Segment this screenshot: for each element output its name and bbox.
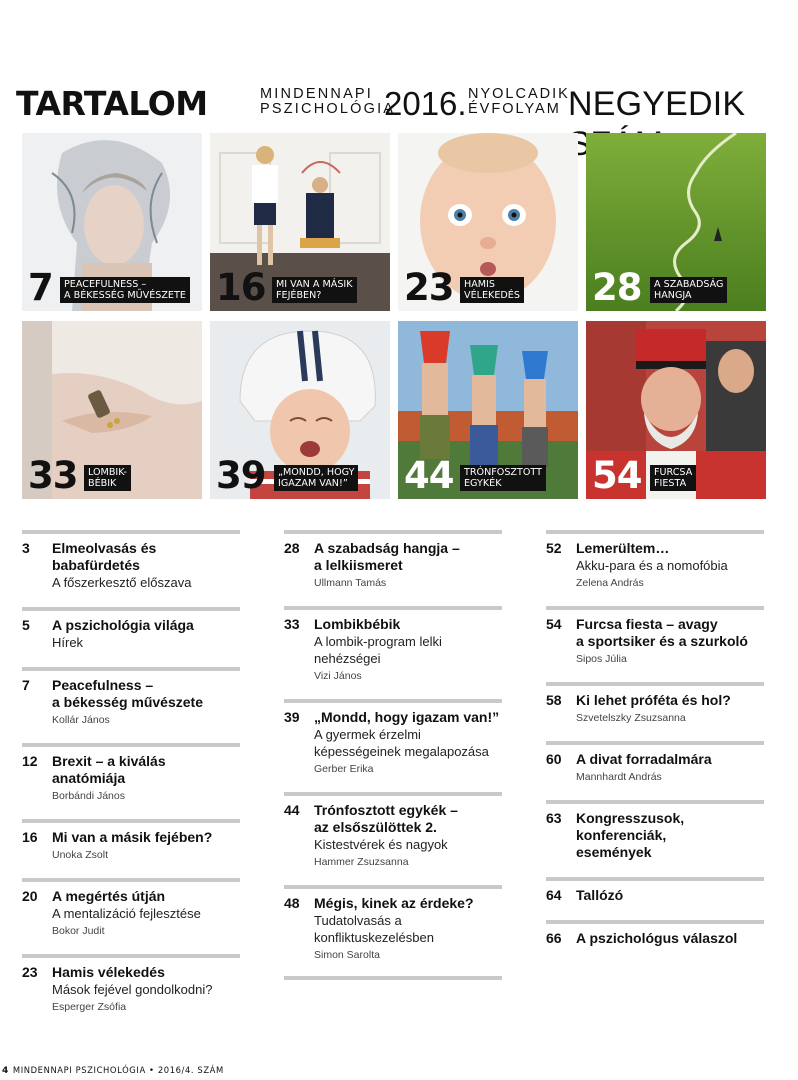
tile-page-number: 7 [28,266,53,309]
toc-entry[interactable] [546,596,764,672]
toc-title: Brexit – a kiválás anatómiája [52,753,166,786]
tile-label: FURCSA FIESTA [650,465,696,491]
masthead [16,84,768,124]
divider [22,743,240,747]
toc-title-line2: a sportsiker és a szurkoló [576,633,748,649]
toc-page-number: 58 [546,692,562,708]
divider [22,667,240,671]
toc-author: Kollár János [52,714,110,726]
divider [22,530,240,534]
toc-subtitle: Tudatolvasás a konfliktuskezelésben [314,913,434,945]
toc-title: A megértés útján [52,888,166,904]
toc-author: Esperger Zsófia [52,1001,127,1013]
toc-page-number: 28 [284,540,300,556]
toc-title: Trónfosztott egykék – [314,802,458,818]
divider [546,606,764,610]
toc-title: A divat forradalmára [576,751,712,767]
magazine-name: MINDENNAPI PSZICHOLÓGIA [260,86,396,117]
toc-entry[interactable] [546,731,764,790]
volume-label: NYOLCADIK ÉVFOLYAM [468,86,570,117]
toc-entry[interactable] [546,672,764,731]
toc-author: Bokor Judit [52,925,105,937]
toc-subtitle-line2: képességeinek megalapozása [314,744,489,759]
toc-page-number: 23 [22,964,38,980]
toc-subtitle: A gyermek érzelmi [314,727,421,742]
tile-a-szabadsag-hangja[interactable] [586,133,766,311]
divider [22,819,240,823]
divider [22,878,240,882]
toc-entry[interactable] [284,520,502,596]
toc-page-number: 3 [22,540,30,556]
toc-author: Simon Sarolta [314,949,380,961]
toc-page-number: 20 [22,888,38,904]
toc-subtitle: Akku-para és a nomofóbia [576,558,728,573]
toc-page-number: 66 [546,930,562,946]
tile-page-number: 33 [28,454,78,497]
toc-entry[interactable] [22,657,240,733]
tile-page-number: 16 [216,266,266,309]
toc-title: Hamis vélekedés [52,964,165,980]
footer-page-number: 4 [2,1066,9,1076]
toc-title-line2: események [576,844,652,860]
toc-author: Szvetelszky Zsuzsanna [576,712,686,724]
toc-title: Peacefulness – [52,677,154,693]
divider [284,699,502,703]
toc-page-number: 5 [22,617,30,633]
toc-author: Gerber Erika [314,763,374,775]
toc-column-2 [284,520,502,992]
toc-title: Lemerültem… [576,540,670,556]
tile-page-number: 23 [404,266,454,309]
tile-label: „MONDD, HOGY IGAZAM VAN!” [274,465,358,491]
divider [22,607,240,611]
toc-subtitle: A főszerkesztő előszava [52,575,192,590]
footer-text: MINDENNAPI PSZICHOLÓGIA • 2016/4. SZÁM [12,1065,224,1075]
toc-page-number: 7 [22,677,30,693]
divider [284,885,502,889]
toc-page-number: 54 [546,616,562,632]
toc-page-number: 52 [546,540,562,556]
toc-title: Mégis, kinek az érdeke? [314,895,474,911]
toc-entry[interactable] [546,790,764,867]
divider [22,954,240,958]
tile-label: A SZABADSÁG HANGJA [650,277,727,303]
toc-author: Borbándi János [52,790,125,802]
toc-page-number: 48 [284,895,300,911]
toc-entry[interactable] [546,910,764,953]
toc-subtitle: A lombik-program lelki nehézségei [314,634,442,666]
tile-hamis-velekedes[interactable] [398,133,578,311]
tile-page-number: 39 [216,454,266,497]
tile-peacefulness[interactable] [22,133,202,311]
toc-title: Lombikbébik [314,616,401,632]
toc-title: Elmeolvasás és babafürdetés [52,540,157,573]
toc-page-number: 44 [284,802,300,818]
tile-mi-van-a-masik-fejeben[interactable] [210,133,390,311]
tile-page-number: 44 [404,454,454,497]
toc-author: Ullmann Tamás [314,577,387,589]
toc-author: Unoka Zsolt [52,849,109,861]
tile-furcsa-fiesta[interactable] [586,321,766,499]
tile-lombikbebik[interactable] [22,321,202,499]
toc-title: A pszichológia világa [52,617,194,633]
toc-subtitle: Kistestvérek és nagyok [314,837,448,852]
divider [546,877,764,881]
issue-label: NEGYEDIK [568,85,746,123]
toc-author: Zelena András [576,577,644,589]
toc-entry[interactable] [546,520,764,596]
toc-title: Ki lehet próféta és hol? [576,692,731,708]
toc-author: Vizi János [314,670,362,682]
toc-title: „Mondd, hogy igazam van!” [314,709,500,725]
toc-entry[interactable] [284,689,502,782]
toc-page-number: 64 [546,887,562,903]
toc-end-divider [284,968,502,992]
toc-column-3 [546,520,764,953]
tile-page-number: 28 [592,266,642,309]
toc-subtitle: Hírek [52,635,84,650]
toc-subtitle: Mások fejével gondolkodni? [52,982,213,997]
toc-author: Sipos Júlia [576,653,627,665]
toc-entry[interactable] [284,875,502,968]
divider [284,976,502,980]
issue-year: 2016. [384,85,467,122]
tile-page-number: 54 [592,454,642,497]
toc-title: A szabadság hangja – [314,540,460,556]
tile-label: MI VAN A MÁSIK FEJÉBEN? [272,277,357,303]
toc-title: Tallózó [576,887,624,903]
tile-mondd-hogy-igazam-van[interactable] [210,321,390,499]
divider [546,530,764,534]
toc-title-line2: a lelkiismeret [314,557,403,573]
toc-title: Kongresszusok, konferenciák, [576,810,685,843]
toc-entry[interactable] [284,782,502,875]
tile-label: HAMIS VÉLEKEDÉS [460,277,524,303]
toc-page-number: 39 [284,709,300,725]
toc-column-1 [22,520,240,1020]
toc-entry[interactable] [22,868,240,944]
tile-label: PEACEFULNESS – A BÉKESSÉG MŰVÉSZETE [60,277,190,303]
toc-page-number: 33 [284,616,300,632]
toc-entry[interactable] [22,597,240,657]
toc-subtitle: A mentalizáció fejlesztése [52,906,201,921]
toc-entry[interactable] [22,520,240,597]
page-title: TARTALOM [16,84,208,123]
divider [284,606,502,610]
toc-entry[interactable] [284,596,502,689]
toc-title: Furcsa fiesta – avagy [576,616,718,632]
toc-entry[interactable] [22,944,240,1020]
toc-page-number: 16 [22,829,38,845]
toc-entry[interactable] [22,809,240,868]
divider [546,800,764,804]
toc-author: Mannhardt András [576,771,662,783]
page-footer [2,1065,224,1076]
toc-page-number: 60 [546,751,562,767]
tile-label: TRÓNFOSZTOTT EGYKÉK [460,465,546,491]
divider [546,920,764,924]
toc-author: Hammer Zsuzsanna [314,856,409,868]
divider [284,792,502,796]
tile-tronfosztott-egykek[interactable] [398,321,578,499]
divider [546,682,764,686]
toc-page-number: 12 [22,753,38,769]
toc-title-line2: a békesség művészete [52,694,203,710]
toc-title: A pszichológus válaszol [576,930,738,946]
divider [284,530,502,534]
toc-title-line2: az elsőszülöttek 2. [314,819,437,835]
toc-entry[interactable] [22,733,240,809]
toc-title: Mi van a másik fejében? [52,829,213,845]
divider [546,741,764,745]
toc-page-number: 63 [546,810,562,826]
tile-label: LOMBIK- BÉBIK [84,465,131,491]
toc-entry[interactable] [546,867,764,910]
